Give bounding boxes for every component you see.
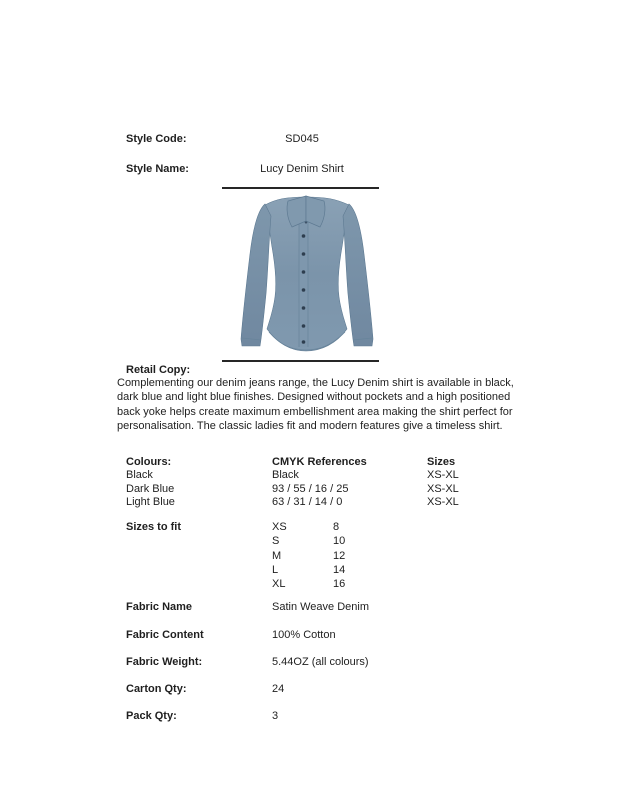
retail-copy-paragraph bbox=[117, 376, 514, 434]
colour-name-cell: Light Blue bbox=[126, 496, 175, 508]
size-fit-cell: 12 bbox=[333, 550, 346, 562]
retail-copy-label: Retail Copy: bbox=[126, 364, 191, 376]
retail-copy-line: back yoke helps create maximum embellishment area making the shirt perfect for bbox=[117, 405, 513, 418]
detail-value: 100% Cotton bbox=[272, 629, 336, 641]
cmyk-cell: 93 / 55 / 16 / 25 bbox=[272, 483, 349, 495]
size-fit-cell: 14 bbox=[333, 564, 346, 576]
divider-bottom bbox=[222, 360, 379, 362]
cmyk-cell: Black bbox=[272, 469, 299, 481]
sizes-header: Sizes bbox=[427, 456, 456, 468]
detail-label: Fabric Name bbox=[126, 601, 193, 613]
cmyk-header: CMYK References bbox=[272, 456, 367, 468]
shirt-left-sleeve bbox=[241, 204, 271, 346]
size-fit-cell: 16 bbox=[333, 578, 346, 590]
size-code-cell: S bbox=[272, 535, 280, 547]
sizes-cell: XS-XL bbox=[427, 496, 459, 508]
size-fit-cell: 8 bbox=[333, 521, 340, 533]
retail-copy-line: personalisation. The classic ladies fit and modern features give a timeless shirt. bbox=[117, 420, 503, 433]
retail-copy-line: Complementing our denim jeans range, the Lucy Denim shirt is available in black, bbox=[117, 377, 514, 389]
sizes-cell: XS-XL bbox=[427, 469, 459, 481]
button-placket bbox=[299, 221, 308, 347]
cmyk-cell: 63 / 31 / 14 / 0 bbox=[272, 496, 343, 508]
detail-label: Fabric Weight: bbox=[126, 656, 203, 668]
detail-value: 24 bbox=[272, 683, 285, 695]
style-code-value: SD045 bbox=[285, 133, 319, 145]
denim-shirt-image bbox=[236, 194, 380, 358]
size-fit-cell: 10 bbox=[333, 535, 346, 547]
colour-name-cell: Dark Blue bbox=[126, 483, 175, 495]
detail-label: Fabric Content bbox=[126, 629, 204, 641]
collar-left bbox=[287, 196, 306, 227]
style-code-label: Style Code: bbox=[126, 133, 187, 145]
style-name-label: Style Name: bbox=[126, 163, 189, 175]
size-code-cell: XL bbox=[272, 578, 286, 590]
detail-label: Pack Qty: bbox=[126, 710, 177, 722]
detail-value: 5.44OZ (all colours) bbox=[272, 656, 369, 668]
sizes-to-fit-label: Sizes to fit bbox=[126, 521, 182, 533]
colours-header: Colours: bbox=[126, 456, 172, 468]
colour-name-cell: Black bbox=[126, 469, 153, 481]
shirt-right-sleeve bbox=[343, 204, 373, 346]
style-name-value: Lucy Denim Shirt bbox=[260, 163, 344, 175]
detail-value: Satin Weave Denim bbox=[272, 601, 370, 613]
divider-top bbox=[222, 187, 379, 189]
size-code-cell: M bbox=[272, 550, 282, 562]
collar-right bbox=[306, 196, 325, 227]
size-code-cell: XS bbox=[272, 521, 287, 533]
sizes-cell: XS-XL bbox=[427, 483, 459, 495]
detail-value: 3 bbox=[272, 710, 279, 722]
product-photo bbox=[236, 194, 380, 358]
size-code-cell: L bbox=[272, 564, 279, 576]
retail-copy-line: dark blue and light blue finishes. Designed without pockets and a high positioned bbox=[117, 391, 511, 404]
detail-label: Carton Qty: bbox=[126, 683, 187, 695]
